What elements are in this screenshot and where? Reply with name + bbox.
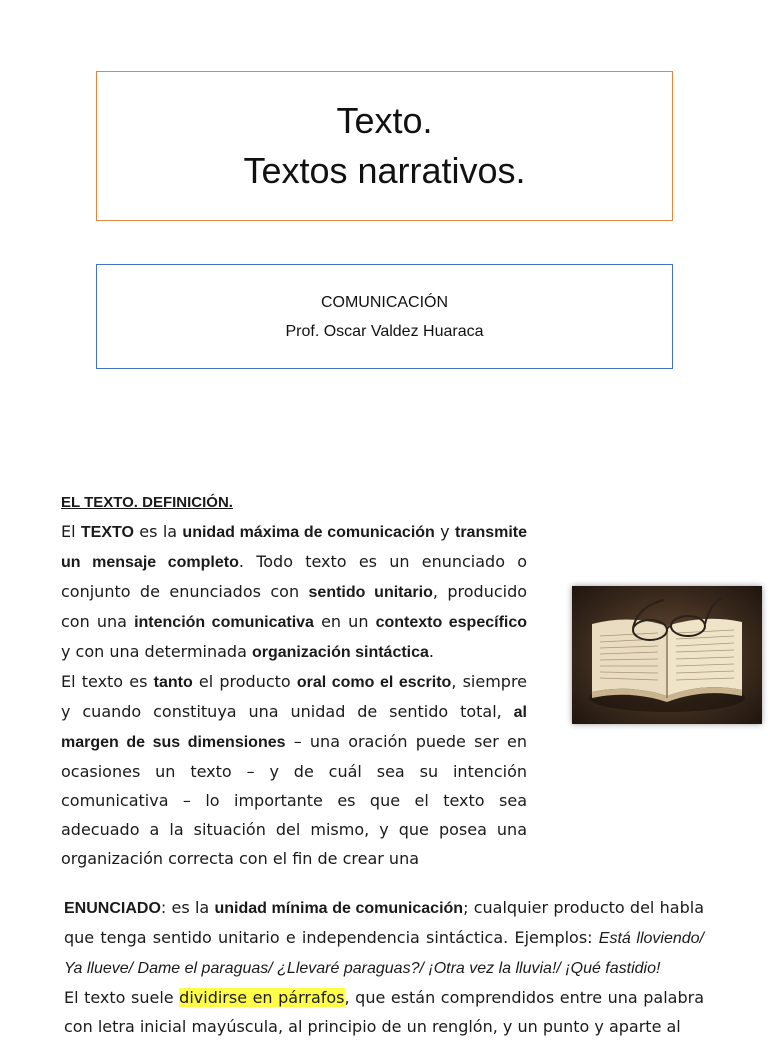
definition-paragraph-1 [61, 517, 527, 667]
text-run: : es la [160, 898, 215, 917]
text-run: y con una determinada [61, 642, 252, 661]
highlighted-text: dividirse en párrafos [179, 988, 345, 1007]
title-box [96, 71, 673, 221]
bold-text: transmite un mensaje completo [61, 524, 528, 571]
bold-text: oral como el escrito [296, 674, 452, 691]
bold-text: intención comunicativa [134, 614, 314, 631]
enunciado-paragraph [64, 893, 704, 983]
italic-text: Está lloviendo/ Ya llueve/ Dame el paraguas/ ¿Llevaré paraguas?/ ¡Otra vez la lluvia!/ ¡Qué fastidio! [64, 930, 704, 977]
definition-section [61, 488, 527, 873]
text-run: . Todo texto es un enunciado o conjunto de enunciados con [61, 552, 528, 601]
definition-paragraph-2 [61, 667, 527, 873]
bold-text: tanto [153, 674, 193, 691]
title-line-1: Texto. [336, 100, 433, 141]
text-run: en un [313, 612, 376, 631]
text-run: El texto es [61, 672, 154, 691]
paragraph-division-text [64, 983, 704, 1041]
bold-text: unidad máxima de comunicación [182, 524, 435, 541]
bold-text: TEXTO [80, 524, 134, 541]
text-run: es la [133, 522, 183, 541]
bold-text: unidad mínima de comunicación [214, 900, 464, 917]
text-run: – una oración puede ser en ocasiones un texto – y de cuál sea su intención comunicativa – lo importante es que el texto sea adecuado a la situación del mismo, y que posea una organización correcta con el fin de crear una [61, 732, 527, 868]
section-heading: EL TEXTO. DEFINICIÓN. [61, 494, 233, 511]
text-run: el producto [192, 672, 297, 691]
text-run: , producido con una [61, 582, 528, 631]
subject-label: COMUNICACIÓN [320, 293, 449, 311]
bold-text: ENUNCIADO [64, 900, 161, 917]
text-run: ; cualquier producto del habla que tenga sentido unitario e independencia sintáctica. Ejemplos: [64, 898, 704, 947]
bold-text: organización sintáctica [251, 644, 429, 661]
text-run: . [428, 642, 435, 661]
text-run: El texto suele [64, 988, 180, 1007]
text-run: , que están comprendidos entre una palabra con letra inicial mayúscula, al principio de un renglón, y un punto y aparte al [64, 988, 705, 1036]
book-with-glasses-image [572, 586, 762, 724]
text-run: y [434, 522, 455, 541]
bold-text: sentido unitario [308, 584, 433, 601]
text-run: , siempre y cuando constituya una unidad de sentido total, [61, 672, 528, 721]
book-illustration [572, 586, 762, 724]
title-line-2: Textos narrativos. [243, 150, 526, 191]
enunciado-section [64, 893, 704, 1041]
text-run: El [61, 522, 81, 541]
professor-name: Prof. Oscar Valdez Huaraca [285, 322, 484, 340]
bold-text: al margen de sus dimensiones [61, 704, 527, 751]
bold-text: contexto específico [375, 614, 528, 631]
info-box [96, 264, 673, 369]
